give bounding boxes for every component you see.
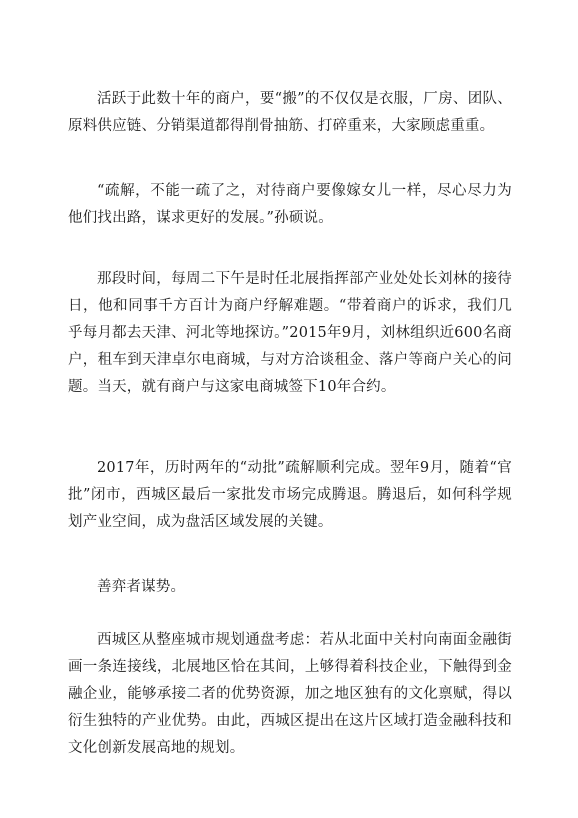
paragraph-strategy-heading: 善弈者谋势。 [97, 579, 186, 595]
paragraph-sun-shuo-quote: “疏解，不能一疏了之，对待商户要像嫁女儿一样，尽心尽力为他们找出路，谋求更好的发展。”孙硕说。 [68, 183, 512, 226]
paragraph-dongpi-completion: 2017年，历时两年的“动批”疏解顺利完成。翌年9月，随着“官批”闭市，西城区最后一家批发市场完成腾退。腾退后，如何科学规划产业空间，成为盘活区域发展的关键。 [68, 460, 512, 530]
paragraph-xicheng-planning: 西城区从整座城市规划通盘考虑：若从北面中关村向南面金融街画一条连接线，北展地区恰在其间，上够得着科技企业，下触得到金融企业，能够承接二者的优势资源，加之地区独有的文化禀赋，得以衍生独特的产业优势。由此，西城区提出在这片区域打造金融科技和文化创新发展高地的规划。 [68, 632, 512, 756]
paragraph-merchants-concerns: 活跃于此数十年的商户，要“搬”的不仅仅是衣服，厂房、团队、原料供应链、分销渠道都得削骨抽筋、打碎重来，大家顾虑重重。 [68, 91, 512, 134]
paragraph-liu-lin-reception: 那段时间，每周二下午是时任北展指挥部产业处处长刘林的接待日，他和同事千方百计为商户纾解难题。“带着商户的诉求，我们几乎每月都去天津、河北等地探访。”2015年9月，刘林组织近600名商户，租车到天津卓尔电商城，与对方洽谈租金、落户等商户关心的问题。当天，就有商户与这家电商城签下10年合约。 [68, 271, 512, 395]
